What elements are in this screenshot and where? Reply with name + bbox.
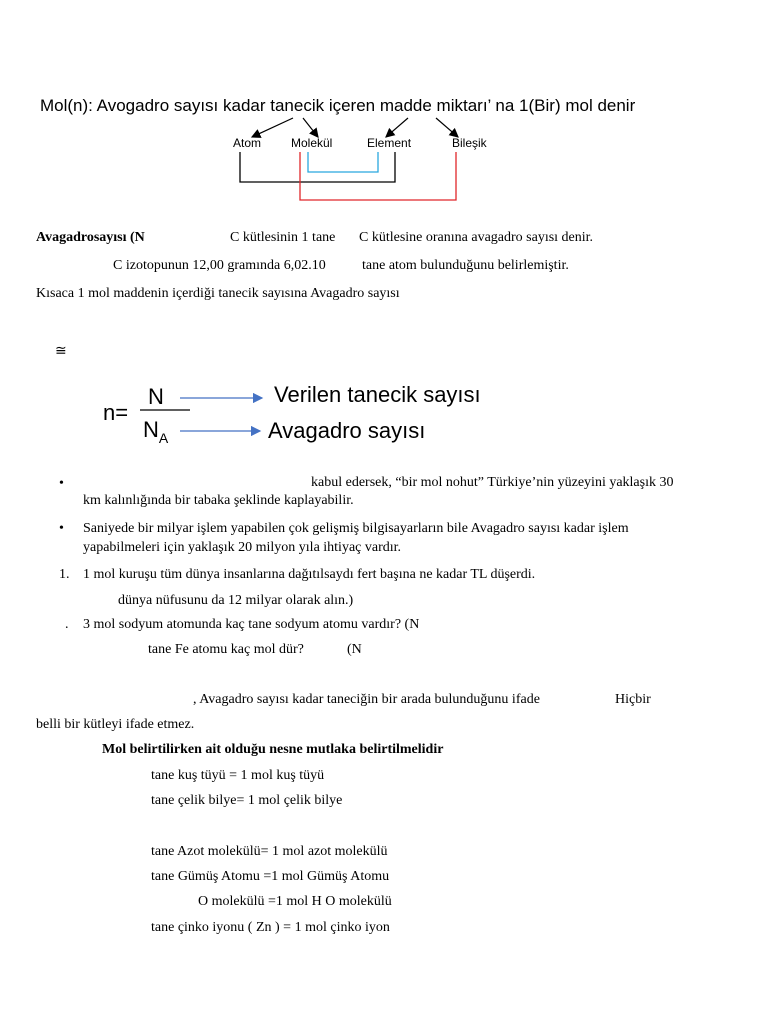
example-line: O molekülü =1 mol H O molekülü bbox=[198, 894, 392, 909]
question-3: tane Fe atomu kaç mol dür? bbox=[148, 642, 304, 657]
bullet-2-line2: yapabilmeleri için yaklaşık 20 milyon yıla ihtiyaç vardır. bbox=[83, 540, 402, 555]
note-line2: belli bir kütleyi ifade etmez. bbox=[36, 717, 195, 732]
approx-symbol: ≅ bbox=[55, 344, 67, 359]
question-3-end: (N bbox=[347, 642, 362, 657]
denominator-label: Avagadro sayısı bbox=[268, 418, 426, 443]
example-line: tane çelik bilye= 1 mol çelik bilye bbox=[151, 793, 343, 808]
numerator-label: Verilen tanecik sayısı bbox=[274, 382, 481, 407]
label-atom: Atom bbox=[233, 136, 262, 150]
label-molekul: Molekül bbox=[291, 136, 333, 150]
avagadro-heading: Avagadrosayısı (N bbox=[36, 230, 145, 245]
bullet-marker: • bbox=[59, 521, 64, 536]
paragraph-line2: C izotopunun 12,00 gramında 6,02.10 bbox=[113, 258, 326, 273]
bullet-1-line2: km kalınlığında bir tabaka şeklinde kaplayabilir. bbox=[83, 493, 354, 508]
arrow-to-bilesik bbox=[436, 118, 458, 137]
bullet-marker: • bbox=[59, 476, 64, 491]
question-1: 1 mol kuruşu tüm dünya insanlarına dağıtılsaydı fert başına ne kadar TL düşerdi. bbox=[83, 567, 536, 582]
page-title: Mol(n): Avogadro sayısı kadar tanecik içeren madde miktarı’ na 1(Bir) mol denir bbox=[40, 96, 636, 115]
example-line: tane Azot molekülü= 1 mol azot molekülü bbox=[151, 844, 388, 859]
paragraph-line1-end: C kütlesine oranına avagadro sayısı denir. bbox=[359, 230, 594, 245]
formula-numerator: N bbox=[148, 384, 164, 409]
bullet-2-line1: Saniyede bir milyar işlem yapabilen çok gelişmiş bilgisayarların bile Avagadro sayısı kadar işlem bbox=[83, 521, 629, 536]
example-line: tane Gümüş Atomu =1 mol Gümüş Atomu bbox=[151, 869, 390, 884]
paragraph-line2-end: tane atom bulunduğunu belirlemiştir. bbox=[362, 258, 569, 273]
formula-denominator: $N_A$ bbox=[143, 417, 169, 446]
bullet-1-line1: kabul edersek, “bir mol nohut” Türkiye’nin yüzeyini yaklaşık 30 bbox=[311, 475, 674, 490]
bracket-atom-element bbox=[240, 152, 395, 182]
example-line: tane kuş tüyü = 1 mol kuş tüyü bbox=[151, 768, 325, 783]
label-element: Element bbox=[367, 136, 412, 150]
question-1-sub: dünya nüfusunu da 12 milyar olarak alın.) bbox=[118, 593, 354, 608]
question-1-number: 1. bbox=[59, 567, 70, 582]
arrow-to-molekul bbox=[303, 118, 318, 137]
arrow-to-atom bbox=[252, 118, 293, 137]
note-line1-end: Hiçbir bbox=[615, 692, 651, 707]
question-2-number: . bbox=[65, 617, 69, 632]
label-bilesik: Bileşik bbox=[452, 136, 487, 150]
paragraph-line1-part: C kütlesinin 1 tane bbox=[230, 230, 336, 245]
paragraph-line3: Kısaca 1 mol maddenin içerdiği tanecik sayısına Avagadro sayısı bbox=[36, 286, 400, 301]
example-line: tane çinko iyonu ( Zn ) = 1 mol çinko iyon bbox=[151, 920, 390, 935]
note-bold: Mol belirtilirken ait olduğu nesne mutlaka belirtilmelidir bbox=[102, 742, 444, 757]
question-2: 3 mol sodyum atomunda kaç tane sodyum atomu vardır? (N bbox=[83, 617, 420, 632]
bracket-molekul-element bbox=[308, 152, 378, 172]
arrow-to-element bbox=[386, 118, 408, 137]
formula-lhs: n= bbox=[103, 400, 129, 425]
note-line1: , Avagadro sayısı kadar taneciğin bir arada bulunduğunu ifade bbox=[193, 692, 540, 707]
